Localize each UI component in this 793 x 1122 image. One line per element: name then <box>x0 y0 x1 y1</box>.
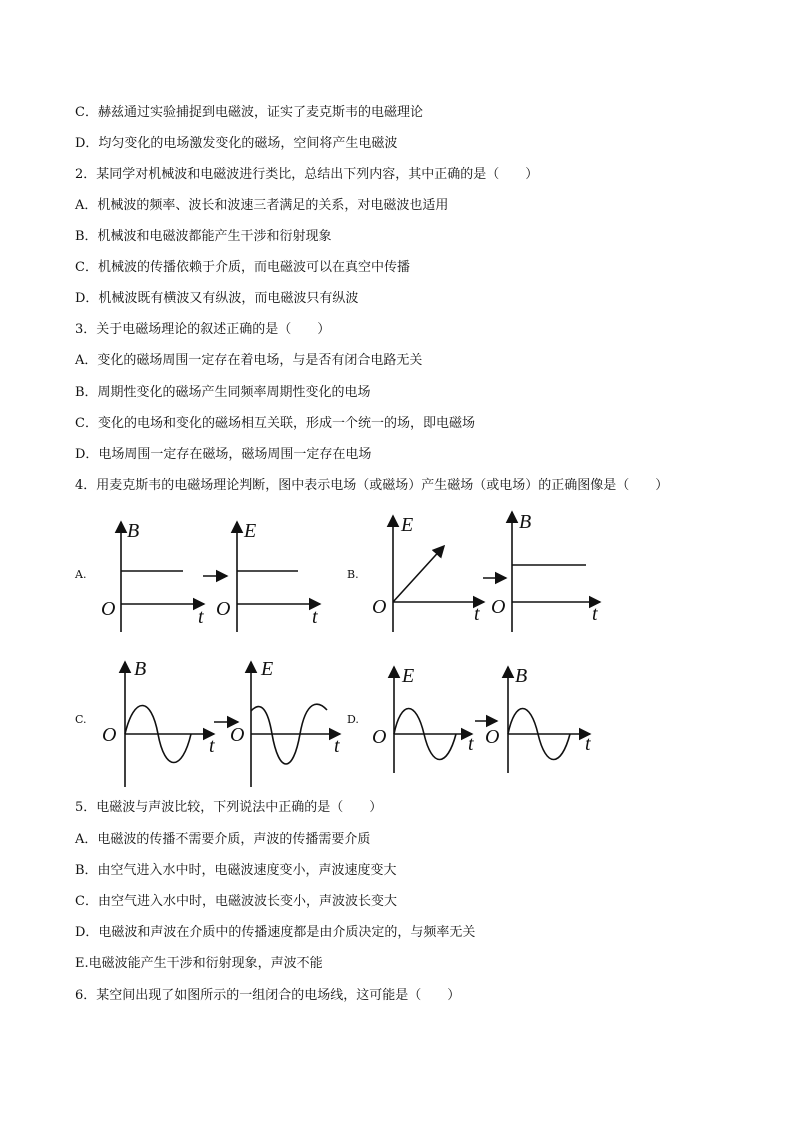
q5-option-d: D．电磁波和声波在介质中的传播速度都是由介质决定的，与频率无关 <box>75 925 476 940</box>
q5-option-e: E.电磁波能产生干涉和衍射现象，声波不能 <box>75 956 323 971</box>
axis-label-t: t <box>468 733 474 755</box>
axis-label-t: t <box>198 606 204 628</box>
axis-label-t: t <box>209 735 215 757</box>
q2-option-b: B．机械波和电磁波都能产生干涉和衍射现象 <box>75 229 332 244</box>
axis-label-t: t <box>312 606 318 628</box>
origin-label: O <box>216 598 231 620</box>
axis-label-t: t <box>585 733 591 755</box>
q4-option-d-label: D. <box>347 713 359 726</box>
question-2-stem: 2．某同学对机械波和电磁波进行类比，总结出下列内容，其中正确的是（ ） <box>75 167 539 182</box>
q4-option-b-label: B. <box>347 568 359 581</box>
origin-label: O <box>372 726 387 748</box>
origin-label: O <box>102 724 117 746</box>
origin-label: O <box>485 726 500 748</box>
axis-label-t: t <box>592 603 598 625</box>
q4-graph-b1 <box>372 514 484 632</box>
origin-label: O <box>101 598 116 620</box>
text-line: D．均匀变化的电场激发变化的磁场，空间将产生电磁波 <box>75 136 398 151</box>
axis-label-b: B <box>134 658 147 680</box>
question-3-stem: 3．关于电磁场理论的叙述正确的是（ ） <box>75 322 331 337</box>
axis-label-e: E <box>244 520 257 542</box>
axis-label-t: t <box>334 735 340 757</box>
question-6-stem: 6．某空间出现了如图所示的一组闭合的电场线，这可能是（ ） <box>75 988 461 1003</box>
q4-graph-d1 <box>372 665 474 773</box>
q2-option-a: A．机械波的频率、波长和波速三者满足的关系，对电磁波也适用 <box>75 198 449 213</box>
axis-label-e: E <box>261 658 274 680</box>
q4-option-a-label: A. <box>75 568 87 581</box>
origin-label: O <box>230 724 245 746</box>
q5-option-a: A．电磁波的传播不需要介质，声波的传播需要介质 <box>75 832 371 847</box>
axis-label-b: B <box>515 665 528 687</box>
q3-option-a: A．变化的磁场周围一定存在着电场，与是否有闭合电路无关 <box>75 353 423 368</box>
q2-option-d: D．机械波既有横波又有纵波，而电磁波只有纵波 <box>75 291 359 306</box>
axis-label-b: B <box>519 511 532 533</box>
axis-label-t: t <box>474 603 480 625</box>
origin-label: O <box>491 596 506 618</box>
q4-graph-c1 <box>102 658 215 787</box>
q4-graph-c2 <box>230 658 340 787</box>
q4-graph-a1 <box>101 520 204 632</box>
axis-label-e: E <box>401 514 414 536</box>
question-5-stem: 5．电磁波与声波比较，下列说法中正确的是（ ） <box>75 800 383 815</box>
text-line: C．赫兹通过实验捕捉到电磁波，证实了麦克斯韦的电磁理论 <box>75 105 423 120</box>
q3-option-b: B．周期性变化的磁场产生同频率周期性变化的电场 <box>75 385 371 400</box>
axis-label-b: B <box>127 520 140 542</box>
q4-graph-d2 <box>485 665 591 773</box>
q5-option-c: C．由空气进入水中时，电磁波波长变小，声波波长变大 <box>75 894 397 909</box>
q2-option-c: C．机械波的传播依赖于介质，而电磁波可以在真空中传播 <box>75 260 410 275</box>
axis-label-e: E <box>402 665 415 687</box>
q3-option-c: C．变化的电场和变化的磁场相互关联，形成一个统一的场，即电磁场 <box>75 416 475 431</box>
q3-option-d: D．电场周围一定存在磁场，磁场周围一定存在电场 <box>75 447 372 462</box>
origin-label: O <box>372 596 387 618</box>
q5-option-b: B．由空气进入水中时，电磁波速度变小，声波速度变大 <box>75 863 397 878</box>
q4-option-c-label: C. <box>75 713 87 726</box>
question-4-stem: 4．用麦克斯韦的电磁场理论判断，图中表示电场（或磁场）产生磁场（或电场）的正确图像是（ ） <box>75 478 669 493</box>
q4-graph-b2 <box>491 511 600 632</box>
q4-graph-a2 <box>216 520 320 632</box>
